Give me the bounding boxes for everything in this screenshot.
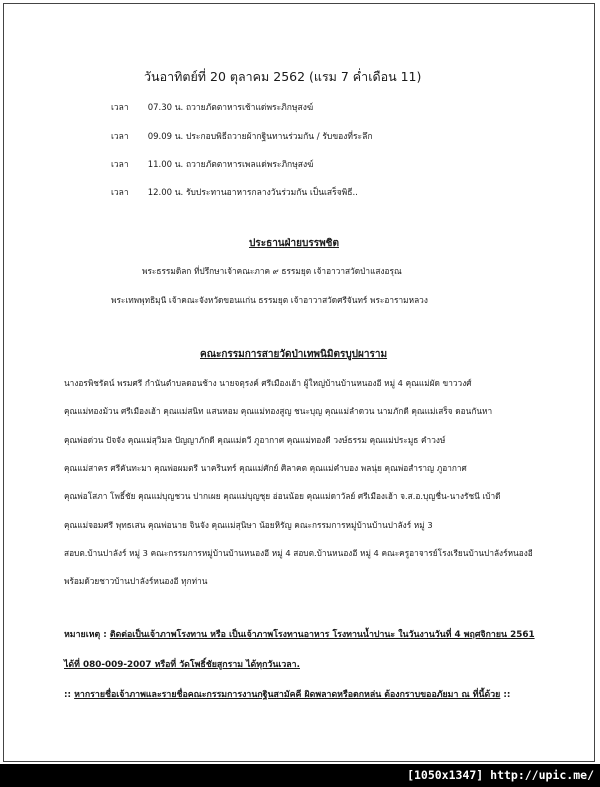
schedule-label: เวลา [111,160,129,170]
schedule-time: 09.09 [147,132,173,142]
note-line3-text: หากรายชื่อเจ้าภาพและรายชื่อคณะกรรมการงานกฐินสามัคคี ผิดพลาดหรือตกหล่น ต้องกราบขออภัยมา ณ ที่นี้ด้วย [74,690,501,700]
note-line-2: ได้ที่ 080-009-2007 หรือที่ วัดโพธิ์ชัยสูกราม ได้ทุกวันเวลา. [64,660,300,670]
schedule-time: 11.00 [147,160,173,170]
schedule-time: 07.30 [147,103,173,113]
schedule-label: เวลา [111,132,129,142]
note-line-1 [64,627,535,641]
schedule-item [111,157,313,171]
committee-line: คุณพ่อด่วน ปัจจัง คุณแม่สุวิมล ปัญญาภักดี คุณแม่ดวี ภูอากาศ คุณแม่ทองดี วงษ์ธรรม คุณแม่ประมูธ คำวงษ์ [64,435,446,445]
schedule-time: 12.00 [147,188,173,198]
committee-line: คุณพ่อโสภา โพธิ์ชัย คุณแม่บุญชวน ปากเผย คุณแม่บุญชุย อ่อนน้อย คุณแม่ดาวัลย์ ศรีเมืองเฮ้า จ.ส.อ.บุญชื่น-นางรัชนี เบ้าดี [64,491,501,501]
committee-line: คุณแม่จอมศรี พุทธเสน คุณพ่อนาย จินจัง คุณแม่สุนิษา น้อยหิรัญ คณะกรรมการหมู่บ้านบ้านปาลังร์ หมู่ 3 [64,520,433,530]
note-line3-suffix: :: [500,690,511,700]
note-line3-prefix: :: [64,690,75,700]
president-line: พระเทพพุทธิมุนี เจ้าคณะจังหวัดขอนแก่น ธรรมยุต เจ้าอาวาสวัดศรีจันทร์ พระอารามหลวง [111,295,428,305]
schedule-text: น. ถวายภัตตาหารเช้าแด่พระภิกษุสงฆ์ [174,103,314,113]
schedule-label: เวลา [111,103,129,113]
event-date-heading: วันอาทิตย์ที่ 20 ตุลาคม 2562 (แรม 7 ค่ำเดือน 11) [144,69,422,84]
committee-line: คุณแม่ทองม้วน ศรีเมืองเฮ้า คุณแม่สนิท แสนหอม คุณแม่ทองสูญ ชนะบุญ คุณแม่ลำดวน นามภักดี คุณแม่เสร็จ ดอนกันหา [64,406,493,416]
schedule-text: น. ประกอบพิธีถวายผ้ากฐินทานร่วมกัน / รับของที่ระลึก [174,132,373,142]
schedule-text: น. ถวายภัตตาหารเพลแด่พระภิกษุสงฆ์ [174,160,314,170]
note-text: ติดต่อเป็นเจ้าภาพโรงทาน หรือ เป็นเจ้าภาพโรงทานอาหาร โรงทานน้ำปานะ ในวันงานวันที่ 4 พฤศจิกายน 2561 [109,630,535,640]
watermark-bar [0,764,600,787]
committee-title: คณะกรรมการสายวัดป่าเทพนิมิตรบูปผาราม [200,349,388,360]
schedule-text: น. รับประทานอาหารกลางวันร่วมกัน เป็นเสร็จพิธี.. [174,188,358,198]
watermark-text: [1050x1347] http://upic.me/ [407,768,594,782]
schedule-item [111,185,358,199]
presidents-title: ประธานฝ่ายบรรพชิต [249,238,339,249]
note-prefix: หมายเหตุ : [64,630,110,640]
committee-line: คุณแม่สาคร ศรีคันทะมา คุณพ่อผมตรี นาครินทร์ คุณแม่ศักย์ ศิลาคต คุณแม่คำบอง พลนุ่ย คุณพ่อสำราญ ภูอากาศ [64,463,467,473]
committee-line: พร้อมด้วยชาวบ้านปาลังร์หนองอี ทุกท่าน [64,576,208,586]
schedule-item [111,129,372,143]
schedule-label: เวลา [111,188,129,198]
committee-line: นางอรพิชรัตน์ พรมศรี กำนันตำบลดอนช้าง นายจตุรงค์ ศรีเมืองเฮ้า ผู้ใหญ่บ้านบ้านหนองอี หมู่ 4 คุณแม่ผัด ขาววงศ์ [64,378,472,388]
note-line-3 [64,687,510,701]
president-line: พระธรรมดิลก ที่ปรึกษาเจ้าคณะภาค ๙ ธรรมยุต เจ้าอาวาสวัดป่าแสงอรุณ [142,266,402,276]
schedule-item [111,100,313,114]
committee-line: สอบต.บ้านปาลังร์ หมู่ 3 คณะกรรมการหมู่บ้านบ้านหนองอี หมู่ 4 สอบต.บ้านหนองอี หมู่ 4 คณะครูอาจารย์โรงเรียนบ้านปาลังร์หนองอี [64,548,533,558]
